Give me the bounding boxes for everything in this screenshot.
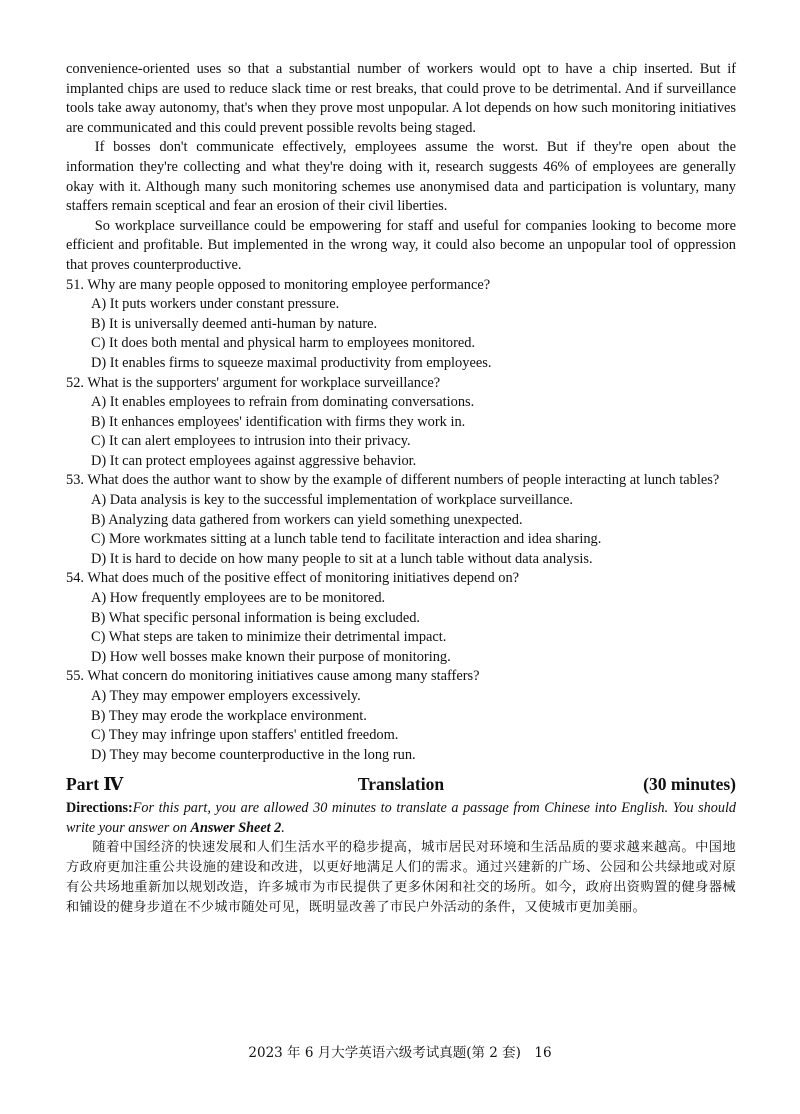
- question-51: [66, 276, 736, 374]
- directions-label: Directions:: [66, 800, 133, 817]
- section-number: Part Ⅳ: [66, 774, 124, 795]
- directions-text: For this part, you are allowed 30 minutes to translate a passage from Chinese into English. You should write your answer on: [66, 800, 736, 836]
- directions: [66, 799, 736, 837]
- question-stem: 51. Why are many people opposed to monitoring employee performance?: [66, 276, 491, 293]
- question-stem: 54. What does much of the positive effect of monitoring initiatives depend on?: [66, 570, 520, 587]
- question-stem: 53. What does the author want to show by the example of different numbers of people interacting at lunch tables?: [66, 472, 720, 489]
- option-b: B) It enhances employees' identification with firms they work in.: [91, 413, 466, 430]
- page-footer: 2023 年 6 月大学英语六级考试真题(第 2 套) 16: [248, 1045, 552, 1061]
- option-a: A) Data analysis is key to the successful implementation of workplace surveillance.: [91, 492, 573, 509]
- question-55: [66, 667, 736, 765]
- option-c: C) It does both mental and physical harm to employees monitored.: [91, 335, 476, 352]
- option-d: D) It enables firms to squeeze maximal productivity from employees.: [91, 354, 492, 371]
- option-c: C) It can alert employees to intrusion into their privacy.: [91, 433, 411, 450]
- option-c: C) What steps are taken to minimize their detrimental impact.: [91, 629, 447, 646]
- question-52: [66, 374, 736, 472]
- passage-paragraph-1: convenience-oriented uses so that a substantial number of workers would opt to have a chip inserted. But if implanted chips are used to reduce slack time or rest breaks, that could prove to be detrimental. And if surveillance tools take away autonomy, that's when they prove most unpopular. A lot depends on how such monitoring initiatives are communicated and this could prevent possible revolts being staged.: [66, 61, 736, 136]
- option-d: D) How well bosses make known their purpose of monitoring.: [91, 648, 451, 665]
- directions-end: .: [281, 819, 285, 836]
- exam-page: [66, 60, 736, 919]
- option-c: C) They may infringe upon staffers' entitled freedom.: [91, 727, 399, 744]
- reading-passage: [66, 60, 736, 276]
- section-title: Translation: [357, 774, 445, 795]
- section-time: (30 minutes): [643, 774, 736, 795]
- option-b: B) It is universally deemed anti-human by nature.: [91, 315, 378, 332]
- option-d: D) It is hard to decide on how many people to sit at a lunch table without data analysis.: [91, 550, 593, 567]
- option-a: A) They may empower employers excessively.: [91, 688, 361, 704]
- question-54: [66, 569, 736, 667]
- option-a: A) It puts workers under constant pressure.: [91, 296, 340, 313]
- question-stem: 52. What is the supporters' argument for workplace surveillance?: [66, 374, 441, 391]
- chinese-translation-passage: 随着中国经济的快速发展和人们生活水平的稳步提高，城市居民对环境和生活品质的要求越来越高。中国地方政府更加注重公共设施的建设和改进，以更好地满足人们的需求。通过兴建新的广场、公园和公共绿地或对原有公共场地重新加以规划改造，许多城市为市民提供了更多休闲和社交的场所。如今，政府出资购置的健身器械和铺设的健身步道在不少城市随处可见，既明显改善了市民户外活动的条件，又使城市更加美丽。: [66, 839, 736, 916]
- option-a: A) It enables employees to refrain from dominating conversations.: [91, 394, 475, 411]
- option-a: A) How frequently employees are to be monitored.: [91, 590, 386, 607]
- question-53: [66, 471, 736, 569]
- passage-paragraph-2: If bosses don't communicate effectively, employees assume the worst. But if they're open about the information they're collecting and what they're doing with it, research suggests 46% of employees are generally okay with it. Although many such monitoring schemes use anonymised data and participation is voluntary, many staffers remain sceptical and fear an erosion of their civil liberties.: [66, 139, 736, 215]
- option-c: C) More workmates sitting at a lunch table tend to facilitate interaction and idea sharing.: [91, 531, 602, 548]
- question-list: [66, 276, 736, 766]
- option-b: B) Analyzing data gathered from workers can yield something unexpected.: [91, 511, 523, 528]
- option-d: D) It can protect employees against aggressive behavior.: [91, 452, 417, 469]
- answer-sheet-name: Answer Sheet 2: [190, 819, 282, 836]
- question-stem: 55. What concern do monitoring initiatives cause among many staffers?: [66, 668, 480, 685]
- section-header: [66, 769, 736, 799]
- passage-paragraph-3: So workplace surveillance could be empowering for staff and useful for companies looking to become more efficient and profitable. But implemented in the wrong way, it could also become an unpopular tool of oppression that proves counterproductive.: [66, 217, 736, 273]
- option-b: B) What specific personal information is being excluded.: [91, 609, 421, 626]
- option-b: B) They may erode the workplace environment.: [91, 707, 367, 724]
- option-d: D) They may become counterproductive in the long run.: [91, 746, 416, 763]
